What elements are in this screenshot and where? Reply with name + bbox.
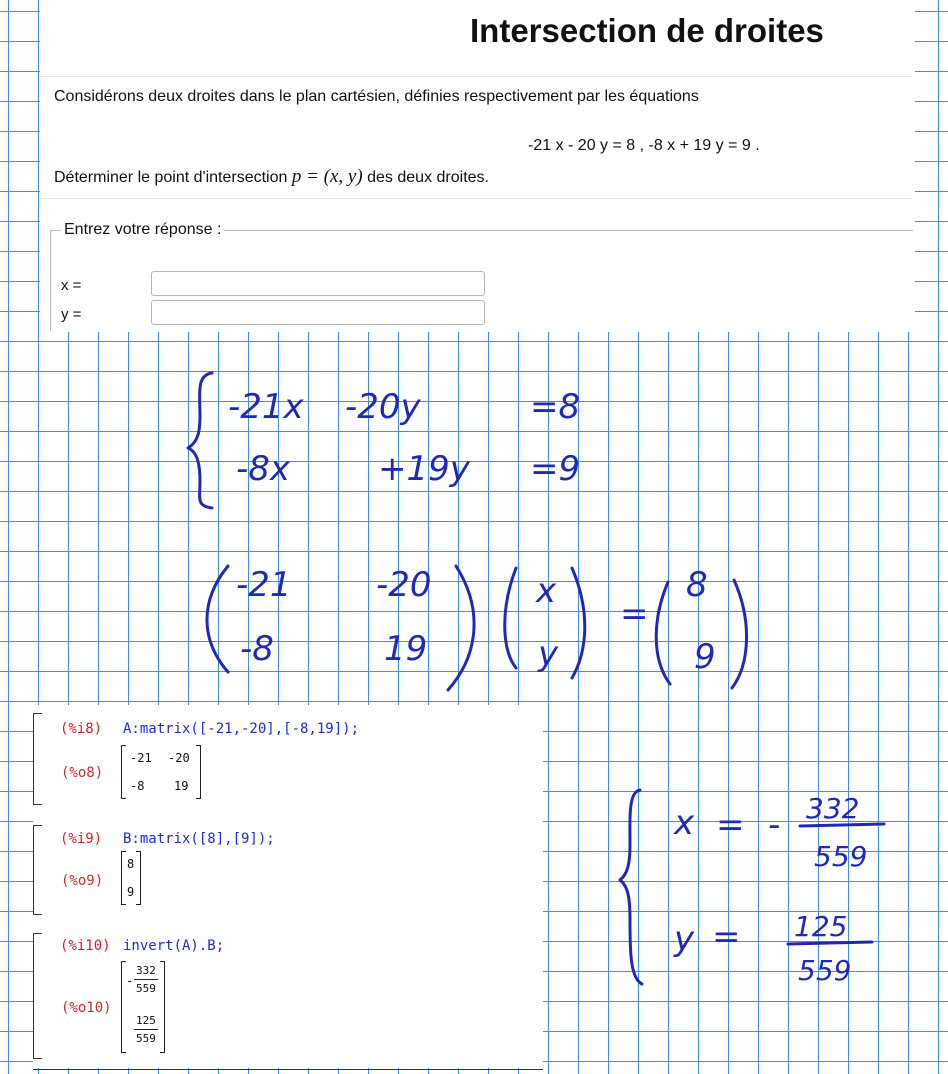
hand-vector-entry: 8 bbox=[686, 565, 708, 605]
input-label: (%i8) bbox=[60, 721, 103, 737]
hand-equals: = bbox=[620, 594, 649, 634]
hand-sign: - bbox=[768, 805, 781, 845]
hand-numerator: 125 bbox=[794, 910, 848, 943]
hand-term: =9 bbox=[530, 449, 581, 489]
input-code[interactable]: B:matrix([8],[9]); bbox=[123, 831, 275, 847]
hand-term: -8x bbox=[236, 449, 291, 489]
hand-variable: x bbox=[674, 803, 695, 843]
output-label: (%o10) bbox=[61, 1000, 112, 1016]
fraction-sign: - bbox=[126, 974, 134, 988]
hand-vector-entry: x bbox=[536, 571, 557, 611]
fraction-numerator: 332 bbox=[136, 964, 156, 977]
input-label: (%i9) bbox=[60, 831, 103, 847]
hand-numerator: 332 bbox=[806, 792, 860, 825]
hand-matrix-entry: -20 bbox=[376, 565, 432, 605]
input-code[interactable]: A:matrix([-21,-20],[-8,19]); bbox=[123, 721, 360, 737]
fraction-bar-stroke bbox=[800, 824, 884, 826]
paren-stroke bbox=[207, 566, 228, 672]
paren-stroke bbox=[656, 582, 670, 684]
hand-matrix-entry: 19 bbox=[384, 629, 428, 669]
matrix-cell: 8 bbox=[127, 857, 135, 871]
fraction-denominator: 559 bbox=[136, 982, 156, 995]
matrix-cell: -8 bbox=[130, 779, 145, 793]
paren-stroke bbox=[732, 580, 747, 688]
hand-matrix-entry: -8 bbox=[240, 629, 274, 669]
brace-stroke bbox=[620, 790, 642, 984]
question-suffix: des deux droites. bbox=[362, 169, 489, 186]
hand-equals: = bbox=[716, 805, 745, 845]
point-expression: p = (x, y) bbox=[291, 166, 363, 187]
matrix-cell: -20 bbox=[168, 751, 190, 765]
matrix-cell: 9 bbox=[127, 885, 135, 899]
intro-text: Considérons deux droites dans le plan cartésien, définies respectivement par les équations bbox=[54, 88, 699, 105]
fraction-denominator: 559 bbox=[136, 1032, 156, 1045]
hand-vector-entry: 9 bbox=[694, 637, 716, 677]
hand-term: +19y bbox=[378, 449, 470, 489]
output-label: (%o8) bbox=[61, 765, 104, 781]
paren-stroke bbox=[505, 568, 516, 668]
matrix-cell: -21 bbox=[130, 751, 152, 765]
hand-term: -20y bbox=[345, 387, 421, 427]
page-title: Intersection de droites bbox=[470, 12, 824, 49]
x-field-label: x = bbox=[61, 277, 82, 294]
fraction-numerator: 125 bbox=[136, 1014, 156, 1027]
input-label: (%i10) bbox=[60, 938, 111, 954]
y-field-label: y = bbox=[61, 306, 82, 323]
equations-text: -21 x - 20 y = 8 , -8 x + 19 y = 9 . bbox=[528, 137, 760, 154]
hand-matrix-entry: -21 bbox=[236, 565, 292, 605]
fraction-bar-stroke bbox=[788, 942, 872, 944]
hand-variable: y bbox=[674, 919, 695, 959]
answer-legend: Entrez votre réponse : bbox=[61, 221, 224, 239]
output-label: (%o9) bbox=[61, 873, 104, 889]
input-code[interactable]: invert(A).B; bbox=[123, 938, 225, 954]
hand-term: =8 bbox=[530, 387, 581, 427]
brace-stroke bbox=[188, 373, 212, 508]
paren-stroke bbox=[572, 568, 585, 678]
matrix-cell: 19 bbox=[174, 779, 189, 793]
hand-vector-entry: y bbox=[538, 634, 559, 674]
question-prefix: Déterminer le point d'intersection bbox=[54, 169, 292, 186]
paren-stroke bbox=[448, 566, 474, 690]
hand-term: -21x bbox=[228, 387, 304, 427]
hand-equals: = bbox=[712, 917, 741, 957]
hand-denominator: 559 bbox=[814, 840, 868, 873]
hand-denominator: 559 bbox=[798, 954, 852, 987]
